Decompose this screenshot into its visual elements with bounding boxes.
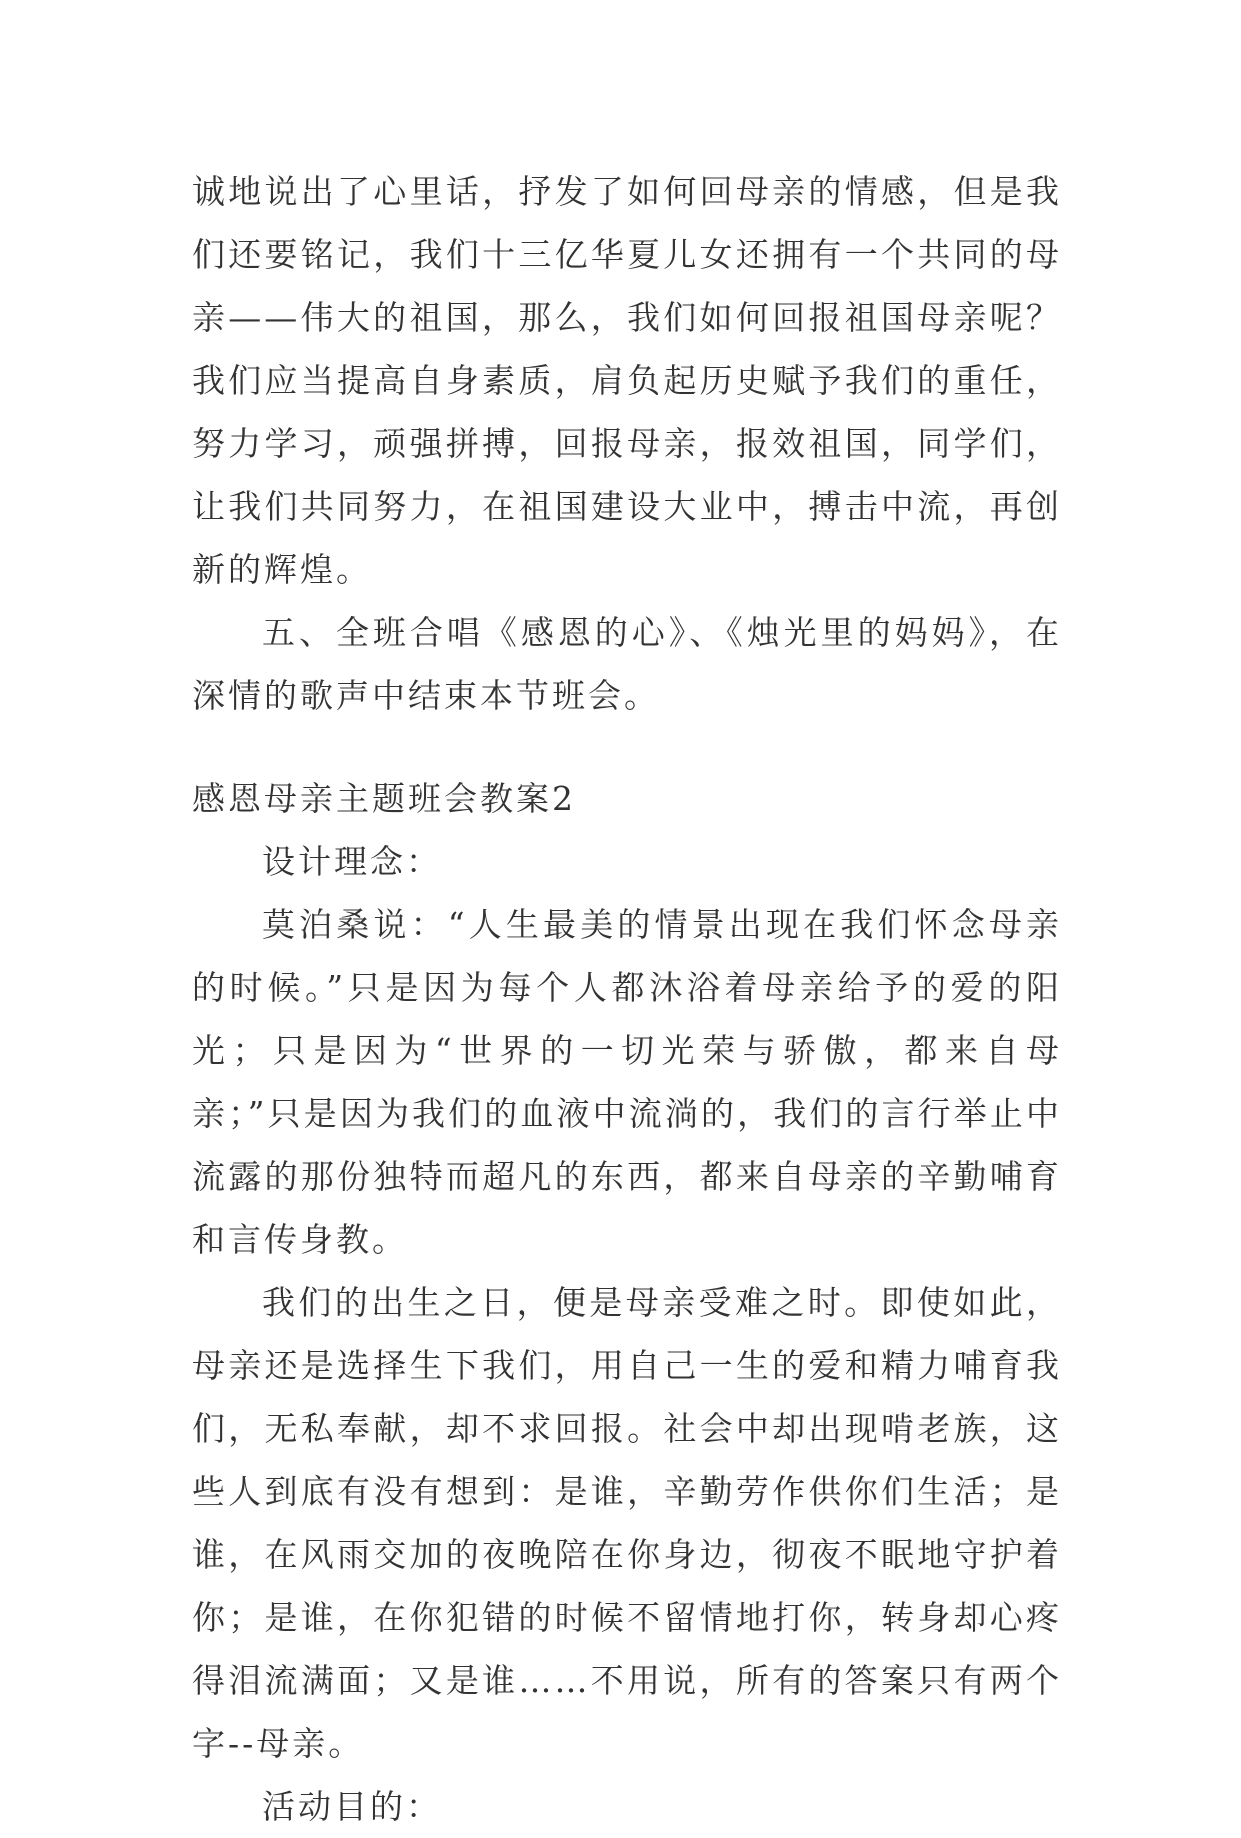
paragraph-mother-sacrifice: 我们的出生之日，便是母亲受难之时。即使如此，母亲还是选择生下我们，用自己一生的爱和精力哺育我们，无私奉献，却不求回报。社会中却出现啃老族，这些人到底有没有想到：是谁，辛勤劳作供你们生活；是谁，在风雨交加的夜晚陪在你身边，彻夜不眠地守护着你；是谁，在你犯错的时候不留情地打你，转身却心疼得泪流满面；又是谁……不用说，所有的答案只有两个字--母亲。 <box>192 1283 1062 1763</box>
paragraph-activity-goal-label: 活动目的： <box>262 1787 442 1826</box>
document-body <box>192 160 1062 1838</box>
paragraph-maupassant-quote: 莫泊桑说：“人生最美的情景出现在我们怀念母亲的时候。”只是因为每个人都沐浴着母亲给予的爱的阳光；只是因为“世界的一切光荣与骄傲，都来自母亲；”只是因为我们的血液中流淌的，我们的言行举止中流露的那份独特而超凡的东西，都来自母亲的辛勤哺育和言传身教。 <box>192 905 1062 1259</box>
section-title: 感恩母亲主题班会教案2 <box>192 779 576 818</box>
paragraph-closing-activity: 五、全班合唱《感恩的心》、《烛光里的妈妈》，在深情的歌声中结束本节班会。 <box>192 613 1062 715</box>
paragraph-continued: 诚地说出了心里话，抒发了如何回母亲的情感，但是我们还要铭记，我们十三亿华夏儿女还拥有一个共同的母亲——伟大的祖国，那么，我们如何回报祖国母亲呢？我们应当提高自身素质，肩负起历史赋予我们的重任，努力学习，顽强拼搏，回报母亲，报效祖国，同学们，让我们共同努力，在祖国建设大业中，搏击中流，再创新的辉煌。 <box>192 172 1062 589</box>
paragraph-design-concept-label: 设计理念： <box>262 842 442 881</box>
